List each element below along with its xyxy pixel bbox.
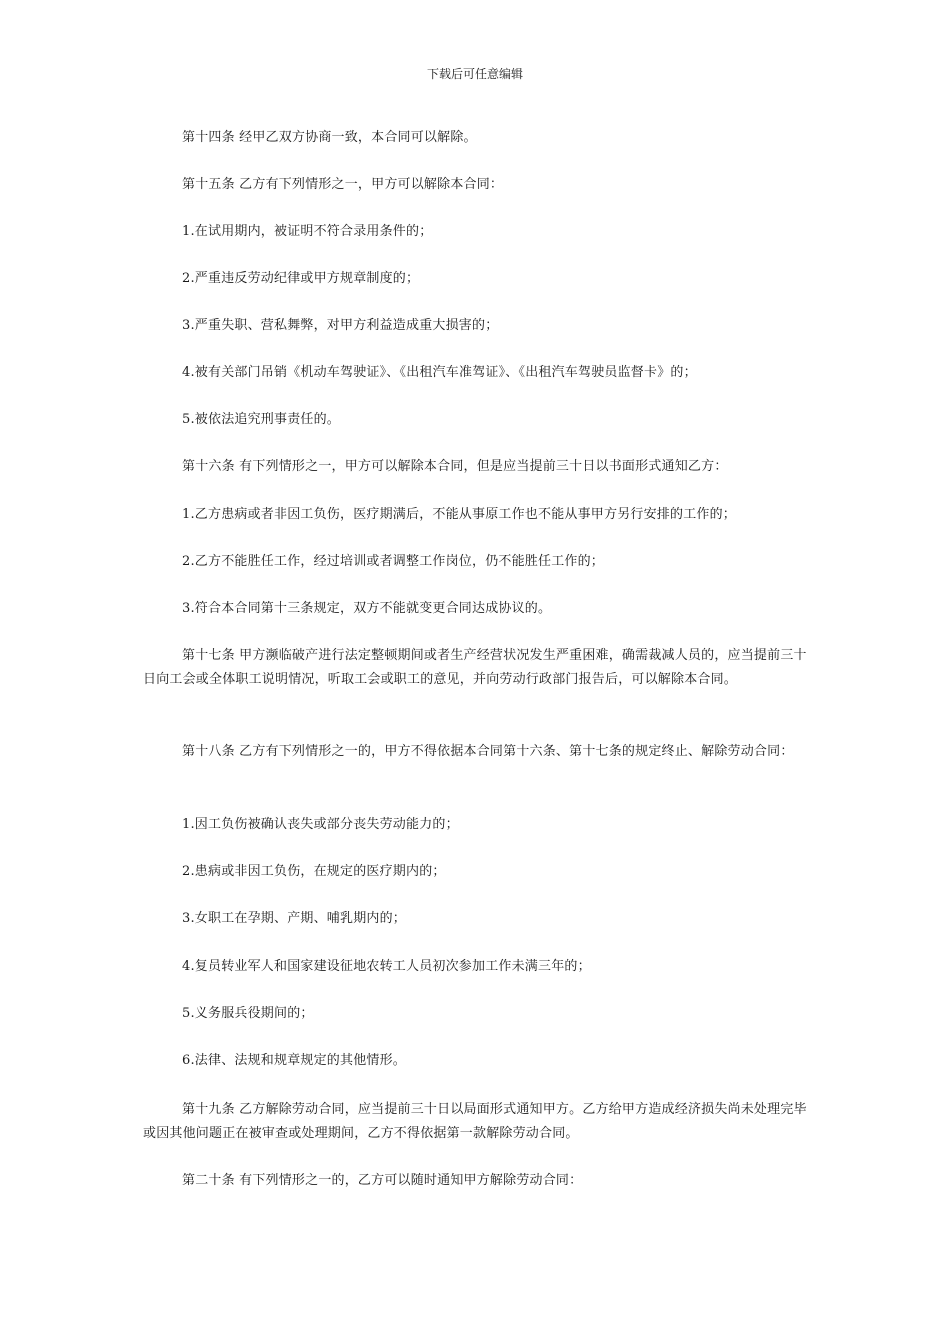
clause-18-item-1: 1.因工负伤被确认丧失或部分丧失劳动能力的； — [182, 817, 459, 832]
clause-18-item-4: 4.复员转业军人和国家建设征地农转工人员初次参加工作未满三年的； — [182, 959, 591, 974]
clause-18: 第十八条 乙方有下列情形之一的，甲方不得依据本合同第十六条、第十七条的规定终止、解除劳动合同： — [182, 744, 794, 759]
clause-18-item-6: 6.法律、法规和规章规定的其他情形。 — [182, 1053, 407, 1068]
clause-15: 第十五条 乙方有下列情形之一，甲方可以解除本合同： — [182, 177, 504, 192]
clause-19: 第十九条 乙方解除劳动合同，应当提前三十日以局面形式通知甲方。乙方给甲方造成经济损失尚未处理完毕或因其他问题正在被审查或处理期间，乙方不得依据第一款解除劳动合同。 — [143, 1102, 807, 1141]
clause-16-item-3: 3.符合本合同第十三条规定，双方不能就变更合同达成协议的。 — [182, 601, 552, 616]
clause-15-item-1: 1.在试用期内，被证明不符合录用条件的； — [182, 224, 433, 239]
clause-15-item-5: 5.被依法追究刑事责任的。 — [182, 412, 341, 427]
clause-18-item-3: 3.女职工在孕期、产期、哺乳期内的； — [182, 911, 407, 926]
clause-14: 第十四条 经甲乙双方协商一致，本合同可以解除。 — [182, 130, 477, 145]
clause-16: 第十六条 有下列情形之一，甲方可以解除本合同，但是应当提前三十日以书面形式通知乙方： — [182, 459, 728, 474]
clause-15-item-2: 2.严重违反劳动纪律或甲方规章制度的； — [182, 271, 420, 286]
clause-16-item-2: 2.乙方不能胜任工作，经过培训或者调整工作岗位，仍不能胜任工作的； — [182, 554, 605, 569]
clause-16-item-1: 1.乙方患病或者非因工负伤，医疗期满后，不能从事原工作也不能从事甲方另行安排的工作的； — [182, 507, 737, 522]
clause-18-item-2: 2.患病或非因工负伤，在规定的医疗期内的； — [182, 864, 446, 879]
page-header: 下载后可任意编辑 — [426, 67, 523, 81]
clause-17: 第十七条 甲方濒临破产进行法定整顿期间或者生产经营状况发生严重困难，确需裁减人员的，应当提前三十日向工会或全体职工说明情况，听取工会或职工的意见，并向劳动行政部门报告后，可以解除本合同。 — [143, 648, 807, 687]
clause-15-item-4: 4.被有关部门吊销《机动车驾驶证》、《出租汽车准驾证》、《出租汽车驾驶员监督卡》的； — [182, 365, 697, 380]
clause-20: 第二十条 有下列情形之一的，乙方可以随时通知甲方解除劳动合同： — [182, 1173, 583, 1188]
clause-18-item-5: 5.义务服兵役期间的； — [182, 1006, 314, 1021]
clause-15-item-3: 3.严重失职、营私舞弊，对甲方利益造成重大损害的； — [182, 318, 499, 333]
